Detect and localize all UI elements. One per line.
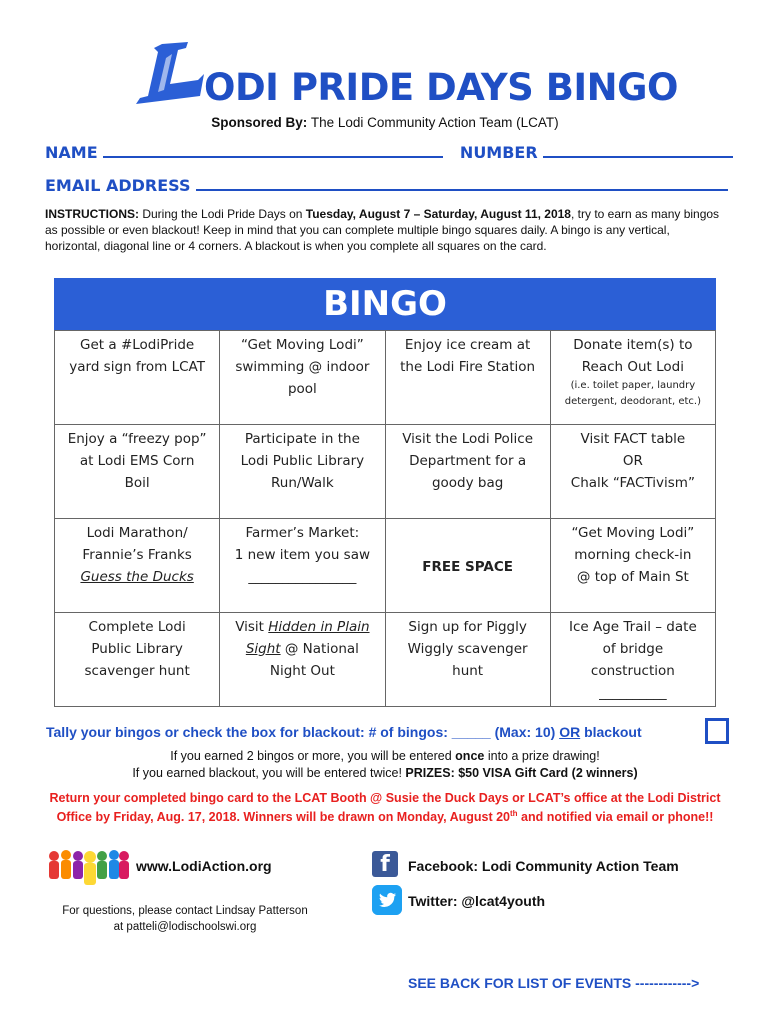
bingo-square-text: pool: [287, 381, 317, 397]
bingo-square[interactable]: [220, 425, 385, 519]
lodi-logo-icon: [132, 40, 206, 108]
bingo-square-text: Complete Lodi: [88, 619, 186, 635]
return-note-sup: th: [510, 809, 518, 818]
bingo-square[interactable]: [385, 519, 550, 613]
facebook-link[interactable]: Facebook: Lodi Community Action Team: [408, 858, 679, 874]
tally-blackout-label: blackout: [584, 724, 642, 740]
bingo-square-text: ________________: [248, 569, 357, 585]
number-label: NUMBER: [459, 143, 538, 162]
bingo-square-text: Visit FACT table: [580, 431, 686, 447]
bingo-square-text: Night Out: [269, 663, 335, 679]
bingo-square-text: Visit the Lodi Police: [402, 431, 534, 447]
bingo-square-text: Farmer’s Market:: [245, 525, 360, 541]
bingo-square-text: Reach Out Lodi: [581, 359, 684, 375]
twitter-icon: [372, 885, 402, 915]
prize-line-1a: If you earned 2 bingos or more, you will be entered: [170, 749, 452, 763]
return-note-text-2: and notified via email or phone!!: [517, 810, 714, 825]
bingo-square-text: OR: [622, 453, 643, 469]
prize-line-1: [0, 749, 770, 763]
instructions: [45, 206, 725, 254]
instructions-text-1: During the Lodi Pride Days on: [142, 207, 303, 221]
prize-line-1c: into a prize drawing!: [487, 749, 600, 763]
bingo-square-text: “Get Moving Lodi”: [240, 337, 364, 353]
tally-line: [46, 724, 642, 740]
page-title: ODI PRIDE DAYS BINGO: [204, 66, 678, 109]
bingo-square-text: detergent, deodorant, etc.): [564, 396, 701, 407]
bingo-square[interactable]: [550, 519, 715, 613]
blackout-checkbox[interactable]: [705, 718, 729, 744]
bingo-square[interactable]: [220, 519, 385, 613]
bingo-grid: [54, 330, 716, 707]
website-link[interactable]: www.LodiAction.org: [136, 858, 272, 874]
bingo-square-text: Enjoy ice cream at: [404, 337, 531, 353]
name-number-row: [45, 143, 733, 162]
bingo-square-text: “Get Moving Lodi”: [571, 525, 695, 541]
bingo-square-text: morning check-in: [574, 547, 692, 563]
bingo-square[interactable]: [550, 331, 715, 425]
bingo-square-text: __________: [599, 685, 667, 701]
name-label: NAME: [45, 143, 98, 162]
prize-line-2a: If you earned blackout, you will be entered twice!: [132, 766, 402, 780]
bingo-square-text: at Lodi EMS Corn: [79, 453, 195, 469]
bingo-square-text: Sign up for Piggly: [408, 619, 527, 635]
bingo-square[interactable]: [550, 613, 715, 707]
see-back-note: SEE BACK FOR LIST OF EVENTS ------------>: [408, 975, 700, 991]
bingo-square-text: Lodi Public Library: [240, 453, 365, 469]
bingo-heading: BINGO: [54, 278, 716, 330]
bingo-square-text: Chalk “FACTivism”: [570, 475, 695, 491]
bingo-square-text: @ top of Main St: [576, 569, 689, 585]
bingo-square[interactable]: [55, 331, 220, 425]
bingo-square[interactable]: [55, 425, 220, 519]
bingo-square-text: @ National: [280, 641, 359, 657]
bingo-square-text: hunt: [452, 663, 484, 679]
email-field[interactable]: [196, 177, 728, 191]
bingo-square-text: Guess the Ducks: [80, 569, 194, 585]
email-label: EMAIL ADDRESS: [45, 176, 191, 195]
bingo-square-text: scavenger hunt: [84, 663, 190, 679]
bingo-square-text: swimming @ indoor: [235, 359, 370, 375]
sponsor-value: The Lodi Community Action Team (LCAT): [310, 115, 559, 130]
sponsor-label: Sponsored By:: [211, 115, 308, 130]
bingo-square-text: 1 new item you saw: [234, 547, 371, 563]
bingo-square-text: Participate in the: [244, 431, 360, 447]
bingo-square[interactable]: [385, 425, 550, 519]
bingo-square[interactable]: [385, 331, 550, 425]
bingo-row: [55, 331, 716, 425]
bingo-square[interactable]: [220, 613, 385, 707]
bingo-square-text: Department for a: [409, 453, 527, 469]
bingo-row: [55, 613, 716, 707]
email-row: [45, 176, 728, 195]
name-field[interactable]: [103, 144, 443, 158]
bingo-square-text: Hidden in Plain: [268, 619, 370, 635]
bingo-square-text: of bridge: [602, 641, 664, 657]
bingo-card: [54, 278, 716, 708]
prize-line-2b: PRIZES: $50 VISA Gift Card (2 winners): [405, 766, 638, 780]
bingo-square-text: Public Library: [91, 641, 183, 657]
bingo-row: [55, 425, 716, 519]
bingo-square-text: Ice Age Trail – date: [568, 619, 697, 635]
bingo-square-text: Visit: [235, 619, 269, 635]
bingo-row: [55, 519, 716, 613]
bingo-square-text: Donate item(s) to: [573, 337, 693, 353]
bingo-square-text: FREE SPACE: [422, 559, 513, 575]
instructions-label: INSTRUCTIONS:: [45, 207, 139, 221]
tally-text: Tally your bingos or check the box for blackout: # of bingos: _____ (Max: 10): [46, 724, 556, 740]
bingo-square-text: Enjoy a “freezy pop”: [67, 431, 207, 447]
people-group-icon: [46, 848, 130, 888]
bingo-square[interactable]: [385, 613, 550, 707]
bingo-square-text: construction: [590, 663, 675, 679]
bingo-square-text: Boil: [124, 475, 150, 491]
bingo-square-text: Lodi Marathon/: [86, 525, 188, 541]
bingo-square[interactable]: [550, 425, 715, 519]
questions-contact: [40, 903, 330, 935]
bingo-square[interactable]: [55, 613, 220, 707]
tally-or: OR: [559, 724, 581, 740]
bingo-square-text: Sight: [245, 641, 281, 657]
instructions-dates: Tuesday, August 7 – Saturday, August 11, 2018: [305, 207, 571, 221]
questions-line-1: For questions, please contact Lindsay Patterson: [62, 905, 308, 917]
return-note-text-1: Return your completed bingo card to the LCAT Booth @ Susie the Duck Days or LCAT’s office at the Lodi District Office by Friday, Aug. 17, 2018. Winners will be drawn on Monday, August 20: [49, 791, 721, 825]
bingo-square-text: Run/Walk: [270, 475, 334, 491]
bingo-square-text: the Lodi Fire Station: [400, 359, 536, 375]
bingo-square-text: yard sign from LCAT: [69, 359, 205, 375]
bingo-square-text: goody bag: [431, 475, 504, 491]
bingo-square-text: Wiggly scavenger: [407, 641, 528, 657]
prize-line-1b: once: [455, 749, 485, 763]
sponsor-line: [0, 115, 770, 130]
return-note: [40, 790, 730, 825]
twitter-link[interactable]: Twitter: @lcat4youth: [408, 893, 546, 909]
prize-line-2: [0, 766, 770, 780]
instructions-text-2: , try to earn as many bingos as possible or even blackout! Keep in mind that you can complete multiple bingo squares daily. A bingo is any vertical, horizontal, diagonal line or 4 corners. A blackout is when you complete all squares on the card.: [45, 207, 720, 253]
questions-line-2: at patteli@lodischoolswi.org: [113, 921, 257, 933]
bingo-square[interactable]: [55, 519, 220, 613]
number-field[interactable]: [543, 144, 733, 158]
facebook-icon: f: [372, 851, 398, 877]
bingo-square[interactable]: [220, 331, 385, 425]
bingo-square-text: (i.e. toilet paper, laundry: [570, 380, 696, 391]
bingo-square-text: Frannie’s Franks: [82, 547, 192, 563]
bingo-square-text: Get a #LodiPride: [80, 337, 195, 353]
